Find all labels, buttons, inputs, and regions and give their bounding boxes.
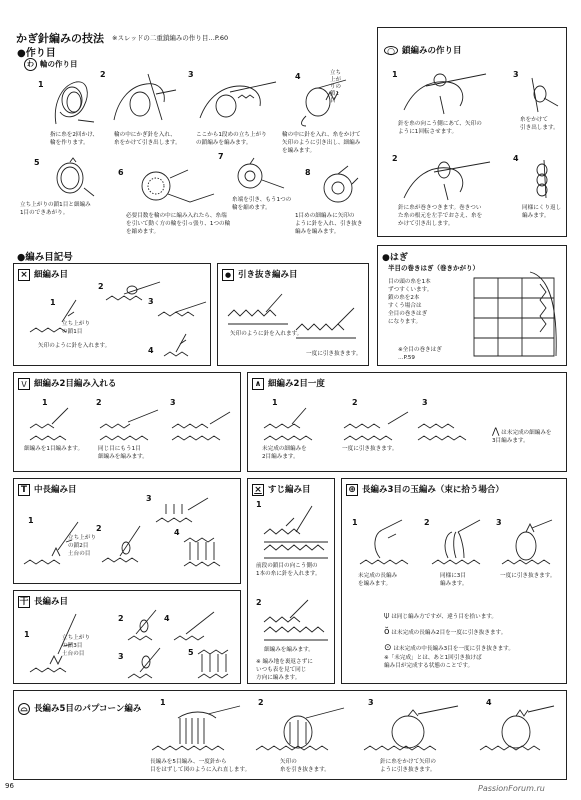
sc-caption: 矢印のように針を入れます。 <box>38 343 111 349</box>
dc-title-text: 長編み目 <box>34 597 69 607</box>
sc2inc-step-3-number: 3 <box>170 398 176 407</box>
sc2inc-step-2-number: 2 <box>96 398 102 407</box>
sc2tog-illustration-2 <box>342 408 412 444</box>
dc-symbol-icon: 干 <box>19 596 29 607</box>
sc-illustration-1 <box>26 296 86 336</box>
hdc-title <box>18 483 77 496</box>
dc-tachiagari-label: 立ち上がり の鎖3目 土台の目 <box>62 635 90 657</box>
chain-step-4-caption: 同様にくり返し 編みます。 <box>522 205 562 219</box>
bobble-step-2-number: 2 <box>424 518 430 527</box>
hdc-step-1-number: 1 <box>28 516 34 525</box>
start-step-6-number: 6 <box>118 168 124 177</box>
dc-step-3-number: 3 <box>118 652 124 661</box>
dc-illustration-3 <box>126 646 172 682</box>
sc2tog-step-2-number: 2 <box>352 398 358 407</box>
back-loop-step-1-number: 1 <box>256 500 262 509</box>
back-loop-title-text: すじ編み目 <box>268 485 311 495</box>
bobble-step-3-number: 3 <box>496 518 502 527</box>
popcorn-symbol-icon: ⌓ <box>18 703 30 715</box>
sc-step-1-number: 1 <box>50 298 56 307</box>
start-step-2-number: 2 <box>100 70 106 79</box>
sc2tog-step-3-number: 3 <box>422 398 428 407</box>
bobble-note-3-text: は未完成の中長編み3目を一度に引き抜きます。 <box>393 646 514 652</box>
back-loop-step-2-number: 2 <box>256 598 262 607</box>
sc2inc-title <box>18 377 116 390</box>
bobble-footnote: ※「未完成」とは、あと1回引き抜けば 編み目が完成する状態のことです。 <box>384 655 482 669</box>
hdc-title-text: 中長編み目 <box>34 485 77 495</box>
join-reference: ※全目の巻きはぎ …P.59 <box>398 347 442 361</box>
start-step-5-number: 5 <box>34 158 40 167</box>
back-loop-illustration-1 <box>260 504 332 562</box>
slip-illustration-1 <box>226 292 296 328</box>
chain-step-3-illustration <box>518 76 562 116</box>
reference-note: ※スレッドの二重鎖編みの作り目…P.60 <box>112 34 229 42</box>
popcorn-step-1-number: 1 <box>160 698 166 707</box>
sc2inc-title-text: 細編み2目編み入れる <box>34 379 117 389</box>
slip-caption-1: 矢印のように針を入れます。 <box>230 331 303 337</box>
start-step-2-caption: 輪の中にかぎ針を入れ、 糸をかけて引き出します。 <box>114 132 181 146</box>
symbols-title: ●編み目記号 <box>17 252 73 263</box>
bobble-symbol-icon: ⊕ <box>346 484 358 496</box>
popcorn-step-2-number: 2 <box>258 698 264 707</box>
start-step-3-illustration <box>196 70 280 125</box>
dc-step-2-number: 2 <box>118 614 124 623</box>
bobble-note-1 <box>384 604 497 621</box>
sc-symbol-icon: × <box>18 269 30 281</box>
sc-step-2-number: 2 <box>98 282 104 291</box>
join-illustration <box>470 268 564 360</box>
dc-illustration-4 <box>172 610 222 644</box>
dc-illustration-1 <box>28 610 88 676</box>
sc-title-text: 細編み目 <box>34 270 69 280</box>
popcorn-step-3-number: 3 <box>368 698 374 707</box>
chain-step-2-illustration <box>400 150 496 202</box>
start-step-8-number: 8 <box>305 168 311 177</box>
start-step-1-number: 1 <box>38 80 44 89</box>
start-step-1-caption: 指に糸を2回かけ、 輪を作ります。 <box>50 132 99 146</box>
slip-title-text: 引き抜き編み目 <box>238 270 298 280</box>
bobble-step-1-number: 1 <box>352 518 358 527</box>
start-step-4-caption: 輪の中に針を入れ、糸をかけて 矢印のように引き出し、細編み を編みます。 <box>282 132 361 154</box>
back-loop-note: ※ 編み地を裏返さずに いつも表を見て同じ 方向に編みます。 <box>256 659 313 681</box>
start-tachiagari-label: 立ち上がりの鎖1目 <box>330 70 342 104</box>
start-step-7-illustration <box>228 156 288 196</box>
bobble-note-1-text: は同じ編み方ですが、違う目を拾います。 <box>391 614 498 620</box>
start-step-8-illustration <box>316 164 362 210</box>
sc-step-3-number: 3 <box>148 297 154 306</box>
popcorn-step-3-caption: 針に糸をかけて矢印の ように引き抜きます。 <box>380 759 436 773</box>
bobble-step-1-caption: 未完成の長編み を編みます。 <box>358 573 398 587</box>
popcorn-illustration-4 <box>478 704 558 754</box>
chain-step-1-caption: 針を糸の向こう側にあて、矢印の ように1回転させます。 <box>398 121 482 135</box>
chain-step-4-illustration <box>520 158 564 202</box>
sc2tog-illustration-3 <box>416 410 486 444</box>
hdc-step-3-number: 3 <box>146 494 152 503</box>
sc2inc-illustration-1 <box>28 406 82 444</box>
slip-title <box>222 268 298 281</box>
chain-step-2-caption: 針に糸が巻きつきます。巻きつい た糸の根元を左手でおさえ、糸を かけて引き出します。 <box>398 205 483 227</box>
dc-title <box>18 595 68 608</box>
join-text: 目の頭の糸を1本 ずつすくいます。 鎖の糸を2本 すくう場合は 全目の巻きはぎ になります。 <box>388 279 433 325</box>
dc2-cluster-symbol-icon: ŏ <box>384 627 390 637</box>
sc2tog-note <box>492 420 552 445</box>
popcorn-title <box>18 702 141 715</box>
back-loop-caption-1: 前段の鎖目の向こう側の 1本の糸に針を入れます。 <box>256 563 321 577</box>
dc-step-1-number: 1 <box>24 630 30 639</box>
slip-caption-2: 一度に引き抜きます。 <box>306 351 362 357</box>
bobble-illustration-2 <box>430 518 490 568</box>
back-loop-caption-2: 細編みを編みます。 <box>264 647 314 653</box>
sc2tog-step-1-caption: 未完成の細編みを 2目編みます。 <box>262 446 307 460</box>
sc2inc-symbol-icon: \/ <box>18 378 30 390</box>
start-step-4-number: 4 <box>295 72 301 81</box>
dc-step-5-number: 5 <box>188 648 194 657</box>
sc3tog-symbol-icon: ⋀ <box>492 427 500 437</box>
hdc-symbol-icon: T <box>18 484 30 496</box>
slip-symbol-icon: ● <box>222 269 234 281</box>
sc2tog-title-text: 細編み2目一度 <box>268 379 325 389</box>
start-step-1-illustration <box>48 76 98 128</box>
start-step-6-illustration <box>130 164 220 210</box>
sc2tog-note-text: は未完成の細編みを 3目編みます。 <box>492 430 552 444</box>
dc-illustration-2 <box>126 608 172 644</box>
sc-title <box>18 268 68 281</box>
chain-step-1-illustration <box>400 66 490 116</box>
chain-title-text: 鎖編みの作り目 <box>402 46 462 56</box>
chain-symbol-icon: ○ <box>384 46 398 55</box>
hdc3-cluster-symbol-icon: ⊙ <box>384 643 392 653</box>
ring-subtitle-text: 輪の作り目 <box>40 59 78 69</box>
sc2inc-illustration-3 <box>170 410 234 444</box>
ring-start-subtitle <box>24 58 78 71</box>
sc2inc-step-2-caption: 同じ目にもう1目 細編みを編みます。 <box>98 446 148 460</box>
sc2inc-step-1-number: 1 <box>42 398 48 407</box>
ring-symbol: わ <box>24 58 37 71</box>
bobble-step-2-caption: 同様に3目 編みます。 <box>440 573 468 587</box>
sc2inc-illustration-2 <box>98 406 162 444</box>
bobble-title <box>346 483 504 496</box>
slip-illustration-2 <box>294 306 364 342</box>
popcorn-step-1-caption: 長編みを5目編み、一度針から 目をはずして図のように入れ直します。 <box>150 759 251 773</box>
start-step-6-caption: 必要目数を輪の中に編み入れたら、糸端 を引いて動く方の輪を引っ張り、1つの輪 を縮めます。 <box>126 213 231 235</box>
sc-step-4-number: 4 <box>148 346 154 355</box>
start-step-2-illustration <box>110 70 182 125</box>
sc-tachiagari-label: 立ち上がり の鎖1目 <box>62 321 90 335</box>
page-number: 96 <box>5 782 14 790</box>
chain-step-2-number: 2 <box>392 154 398 163</box>
hdc-illustration-3 <box>154 496 210 526</box>
back-loop-illustration-2 <box>260 598 332 644</box>
sc2tog-step-2-caption: 一度に引き抜きます。 <box>342 446 398 452</box>
hdc-illustration-2 <box>100 522 156 566</box>
dc-illustration-5 <box>196 648 238 682</box>
hdc-step-4-number: 4 <box>174 528 180 537</box>
chain-title <box>384 44 462 56</box>
sc-illustration-4 <box>162 330 202 360</box>
join-subtitle: 半目の巻きはぎ（巻きかがり） <box>388 264 479 272</box>
chain-step-3-caption: 糸をかけて 引き出します。 <box>520 117 559 131</box>
watermark: PassionForum.ru <box>478 784 545 793</box>
join-title: ●はぎ <box>382 253 408 263</box>
sc2tog-illustration-1 <box>262 406 332 444</box>
start-step-4-illustration <box>296 76 358 128</box>
hdc-illustration-1 <box>22 518 92 568</box>
section-title-start: ●作り目 <box>17 48 56 59</box>
back-loop-symbol-icon: × <box>252 484 264 496</box>
bobble-note-2 <box>384 620 506 637</box>
start-step-5-illustration <box>52 158 96 198</box>
start-step-3-caption: ここから1段めの立ち上がり の鎖編みを編みます。 <box>196 132 267 146</box>
popcorn-illustration-3 <box>362 704 462 754</box>
popcorn-step-2-caption: 矢印の 糸を引き抜きます。 <box>280 759 330 773</box>
start-step-3-number: 3 <box>188 70 194 79</box>
bobble-illustration-3 <box>500 518 560 568</box>
sc2tog-title <box>252 377 325 390</box>
hdc-tachiagari-label: 立ち上がり の鎖2目 土台の目 <box>68 535 96 557</box>
chain-step-4-number: 4 <box>513 154 519 163</box>
sc-illustration-2 <box>104 280 162 304</box>
hdc-step-2-number: 2 <box>96 524 102 533</box>
start-step-7-caption: 糸端を引き、もう1つの 輪を縮めます。 <box>232 197 292 211</box>
bobble-note-3 <box>384 636 514 653</box>
bobble-illustration-1 <box>358 518 418 568</box>
sc2tog-symbol-icon: ∧ <box>252 378 264 390</box>
page-title: かぎ針編みの技法 <box>16 32 104 45</box>
bobble-step-3-caption: 一度に引き抜きます。 <box>500 573 556 579</box>
dc-step-4-number: 4 <box>164 614 170 623</box>
popcorn-title-text: 長編み5目のパプコーン編み <box>34 704 142 714</box>
start-step-7-number: 7 <box>218 152 224 161</box>
sc2inc-step-1-caption: 細編みを1目編みます。 <box>24 446 84 452</box>
popcorn-step-4-number: 4 <box>486 698 492 707</box>
bobble-variant-symbol-icon: ⍦ <box>384 611 390 621</box>
chain-step-1-number: 1 <box>392 70 398 79</box>
sc-illustration-3 <box>156 300 208 320</box>
bobble-title-text: 長編み3目の玉編み（束に拾う場合） <box>362 485 504 495</box>
popcorn-illustration-2 <box>254 704 350 754</box>
chain-step-3-number: 3 <box>513 70 519 79</box>
hdc-illustration-4 <box>182 530 238 570</box>
start-step-8-caption: 1目めの細編みに矢印の ように針を入れ、引き抜き 編みを編みます。 <box>295 213 363 235</box>
bobble-note-2-text: は未完成の長編み2目を一度に引き抜きます。 <box>391 630 507 636</box>
sc2tog-step-1-number: 1 <box>272 398 278 407</box>
start-step-5-caption: 立ち上がりの鎖1目と細編み 1目のできあがり。 <box>20 202 91 216</box>
back-loop-title <box>252 483 311 496</box>
popcorn-illustration-1 <box>150 704 246 754</box>
